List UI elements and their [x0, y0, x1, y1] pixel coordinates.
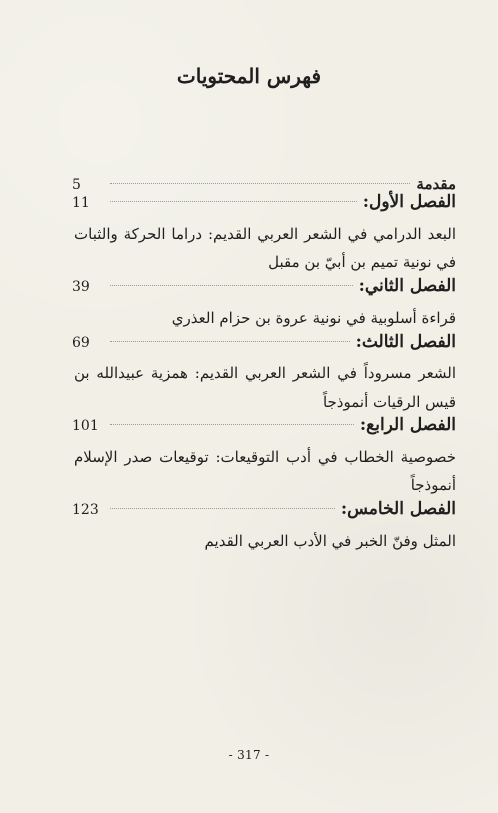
dot-leader	[110, 183, 410, 184]
toc-entry-chapter-4	[72, 416, 456, 500]
chapter-2-heading: الفصل الثاني:	[358, 275, 456, 296]
chapter-3-page-number: 69	[72, 334, 90, 351]
table-of-contents	[72, 176, 456, 556]
toc-entry-introduction	[72, 176, 456, 193]
toc-entry-chapter-2	[72, 277, 456, 333]
dot-leader	[110, 201, 357, 202]
chapter-2-page-number: 39	[72, 278, 90, 295]
dot-leader	[110, 424, 354, 425]
toc-heading-row	[72, 333, 456, 353]
toc-heading-row	[72, 193, 456, 213]
chapter-1-page-number: 11	[72, 195, 90, 212]
toc-entry-chapter-1	[72, 193, 456, 277]
dot-leader	[110, 341, 350, 342]
page-number-footer: - 317 -	[228, 748, 270, 762]
chapter-2-subtitle: قراءة أسلوبية في نونية عروة بن حزام العذري	[171, 309, 456, 328]
dot-leader	[110, 508, 335, 509]
introduction-page-number: 5	[72, 177, 81, 193]
page-title: فهرس المحتويات	[176, 64, 322, 88]
toc-heading-row	[72, 277, 456, 297]
toc-entry-chapter-5	[72, 500, 456, 556]
chapter-1-subtitle: البعد الدرامي في الشعر العربي القديم: دراما الحركة والثبات في نونية تميم بن أبيّ بن مقبل	[74, 224, 456, 272]
chapter-3-heading: الفصل الثالث:	[355, 331, 456, 352]
chapter-4-page-number: 101	[72, 418, 99, 435]
toc-heading-row	[72, 176, 456, 193]
dot-leader	[110, 285, 353, 286]
toc-entry-chapter-3	[72, 333, 456, 417]
chapter-5-subtitle: المثل وفنّ الخبر في الأدب العربي القديم	[204, 532, 456, 551]
chapter-5-page-number: 123	[72, 501, 99, 518]
chapter-4-subtitle: خصوصية الخطاب في أدب التوقيعات: توقيعات صدر الإسلام أنموذجاً	[74, 447, 456, 495]
chapter-3-subtitle: الشعر مسروداً في الشعر العربي القديم: همزية عبيدالله بن قيس الرقيات أنموذجاً	[74, 364, 456, 411]
introduction-heading: مقدمة	[416, 175, 456, 193]
chapter-4-heading: الفصل الرابع:	[359, 415, 456, 436]
chapter-1-heading: الفصل الأول:	[362, 192, 456, 213]
chapter-5-heading: الفصل الخامس:	[340, 498, 456, 519]
toc-heading-row	[72, 416, 456, 436]
toc-heading-row	[72, 500, 456, 520]
